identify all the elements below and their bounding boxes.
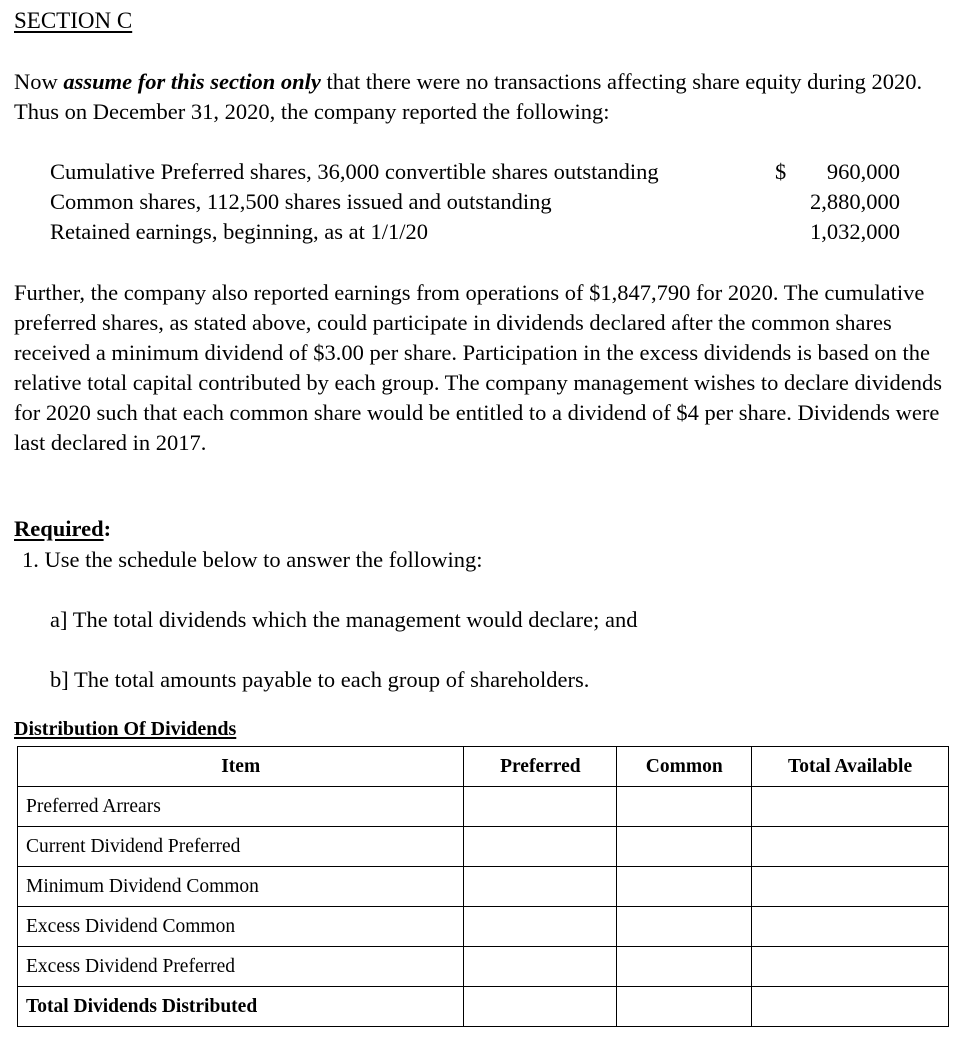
currency-symbol: $ [775,159,787,184]
required-heading [14,516,111,542]
table-row [18,827,949,867]
preferred-cell[interactable] [464,827,617,867]
total-cell[interactable] [752,867,949,907]
balance-list [50,157,900,247]
preferred-cell[interactable] [464,867,617,907]
row-label: Total Dividends Distributed [18,987,464,1027]
intro-prefix: Now [14,69,64,94]
required-sub-b: b] The total amounts payable to each group of shareholders. [50,667,590,692]
column-header-total-available: Total Available [752,747,949,787]
table-row [18,787,949,827]
common-cell[interactable] [617,787,752,827]
balance-label: Retained earnings, beginning, as at 1/1/20 [50,219,429,244]
preferred-cell[interactable] [464,987,617,1027]
table-header-row [18,747,949,787]
total-cell[interactable] [752,827,949,867]
table-row [18,947,949,987]
table-row [18,867,949,907]
required-label: Required [14,516,104,541]
column-header-common: Common [617,747,752,787]
table-row [18,907,949,947]
required-colon: : [103,516,112,541]
row-label: Preferred Arrears [18,787,464,827]
balance-label: Cumulative Preferred shares, 36,000 convertible shares outstanding [50,159,659,184]
balance-amount [775,217,900,247]
balance-amount [775,157,900,187]
balance-row [50,187,900,217]
required-sub-a: a] The total dividends which the management would declare; and [50,607,638,632]
total-cell[interactable] [752,907,949,947]
total-cell[interactable] [752,787,949,827]
common-cell[interactable] [617,907,752,947]
row-label: Minimum Dividend Common [18,867,464,907]
balance-row [50,217,900,247]
amount-value: 2,880,000 [810,189,900,214]
preferred-cell[interactable] [464,907,617,947]
row-label: Excess Dividend Common [18,907,464,947]
total-cell[interactable] [752,987,949,1027]
dividend-schedule-table [17,746,949,1027]
common-cell[interactable] [617,987,752,1027]
intro-suffix: that there were no transactions affecting share equity during 2020. Thus on December 31, 2020, the company reported the following: [14,69,923,124]
intro-paragraph [14,67,944,127]
column-header-item: Item [18,747,464,787]
preferred-cell[interactable] [464,787,617,827]
intro-emphasis: assume for this section only [63,69,321,94]
preferred-cell[interactable] [464,947,617,987]
balance-row [50,157,900,187]
common-cell[interactable] [617,867,752,907]
amount-value: 960,000 [826,159,900,184]
column-header-preferred: Preferred [464,747,617,787]
required-item-1: 1. Use the schedule below to answer the following: [22,547,483,572]
row-label: Current Dividend Preferred [18,827,464,867]
balance-amount [775,187,900,217]
row-label: Excess Dividend Preferred [18,947,464,987]
further-paragraph: Further, the company also reported earnings from operations of $1,847,790 for 2020. The cumulative preferred shares, as stated above, could participate in dividends declared after the common shares received a minimum dividend of $3.00 per share. Participation in the excess dividends is based on the relative total capital contributed by each group. The company management wishes to declare dividends for 2020 such that each common share would be entitled to a dividend of $4 per share. Dividends were last declared in 2017. [14,280,943,455]
total-cell[interactable] [752,947,949,987]
balance-label: Common shares, 112,500 shares issued and outstanding [50,189,552,214]
table-row-total [18,987,949,1027]
common-cell[interactable] [617,947,752,987]
schedule-title: Distribution Of Dividends [14,718,237,740]
common-cell[interactable] [617,827,752,867]
amount-value: 1,032,000 [810,219,900,244]
section-title: SECTION C [14,8,133,33]
